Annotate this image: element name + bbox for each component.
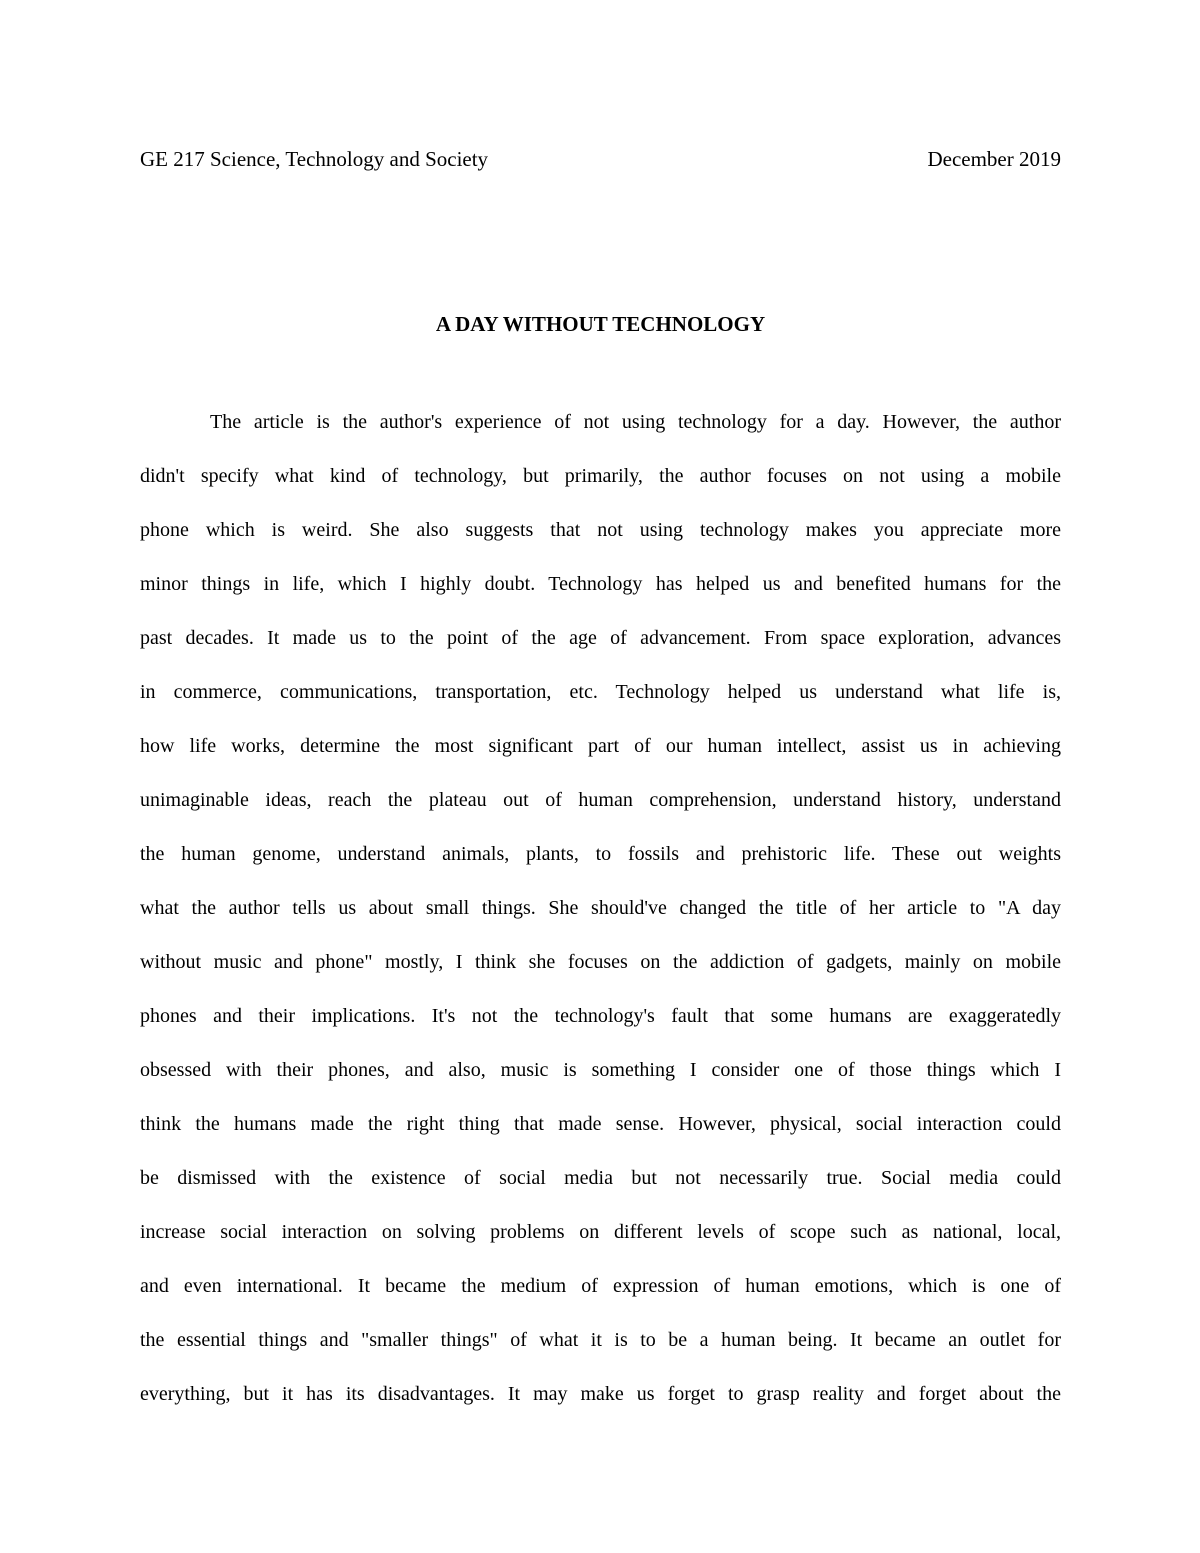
paragraph-line: past decades. It made us to the point of the age of advancement. From space exploration, advances (140, 627, 1061, 649)
paragraph-line: didn't specify what kind of technology, but primarily, the author focuses on not using a mobile (140, 465, 1061, 487)
paragraph-line: be dismissed with the existence of social media but not necessarily true. Social media could (140, 1167, 1061, 1189)
paragraph-line: think the humans made the right thing that made sense. However, physical, social interaction could (140, 1113, 1061, 1135)
paragraph-line: The article is the author's experience of not using technology for a day. However, the author (210, 411, 1061, 433)
paragraph-line: the essential things and "smaller things" of what it is to be a human being. It became an outlet for (140, 1329, 1061, 1351)
paragraph-line: everything, but it has its disadvantages. It may make us forget to grasp reality and forget about the (140, 1383, 1061, 1405)
paragraph-line: unimaginable ideas, reach the plateau out of human comprehension, understand history, understand (140, 789, 1061, 811)
paragraph-line: obsessed with their phones, and also, music is something I consider one of those things which I (140, 1059, 1061, 1081)
course-title: GE 217 Science, Technology and Society (140, 147, 489, 171)
document-title: A DAY WITHOUT TECHNOLOGY (435, 312, 766, 336)
paragraph-line: phone which is weird. She also suggests that not using technology makes you appreciate more (140, 519, 1061, 541)
body-paragraph (140, 409, 1061, 1435)
page-header (140, 146, 1061, 172)
paragraph-line: increase social interaction on solving problems on different levels of scope such as national, local, (140, 1221, 1061, 1243)
paragraph-line: without music and phone" mostly, I think she focuses on the addiction of gadgets, mainly on mobile (140, 951, 1061, 973)
paragraph-line: in commerce, communications, transportation, etc. Technology helped us understand what life is, (140, 681, 1061, 703)
paragraph-line: what the author tells us about small things. She should've changed the title of her article to "A day (140, 897, 1061, 919)
paragraph-line: how life works, determine the most significant part of our human intellect, assist us in achieving (140, 735, 1061, 757)
paragraph-line: minor things in life, which I highly doubt. Technology has helped us and benefited humans for the (140, 573, 1061, 595)
paragraph-line: phones and their implications. It's not the technology's fault that some humans are exaggeratedly (140, 1005, 1061, 1027)
document-date: December 2019 (927, 147, 1061, 171)
paragraph-line: and even international. It became the medium of expression of human emotions, which is one of (140, 1275, 1061, 1297)
paragraph-line: the human genome, understand animals, plants, to fossils and prehistoric life. These out weights (140, 843, 1061, 865)
